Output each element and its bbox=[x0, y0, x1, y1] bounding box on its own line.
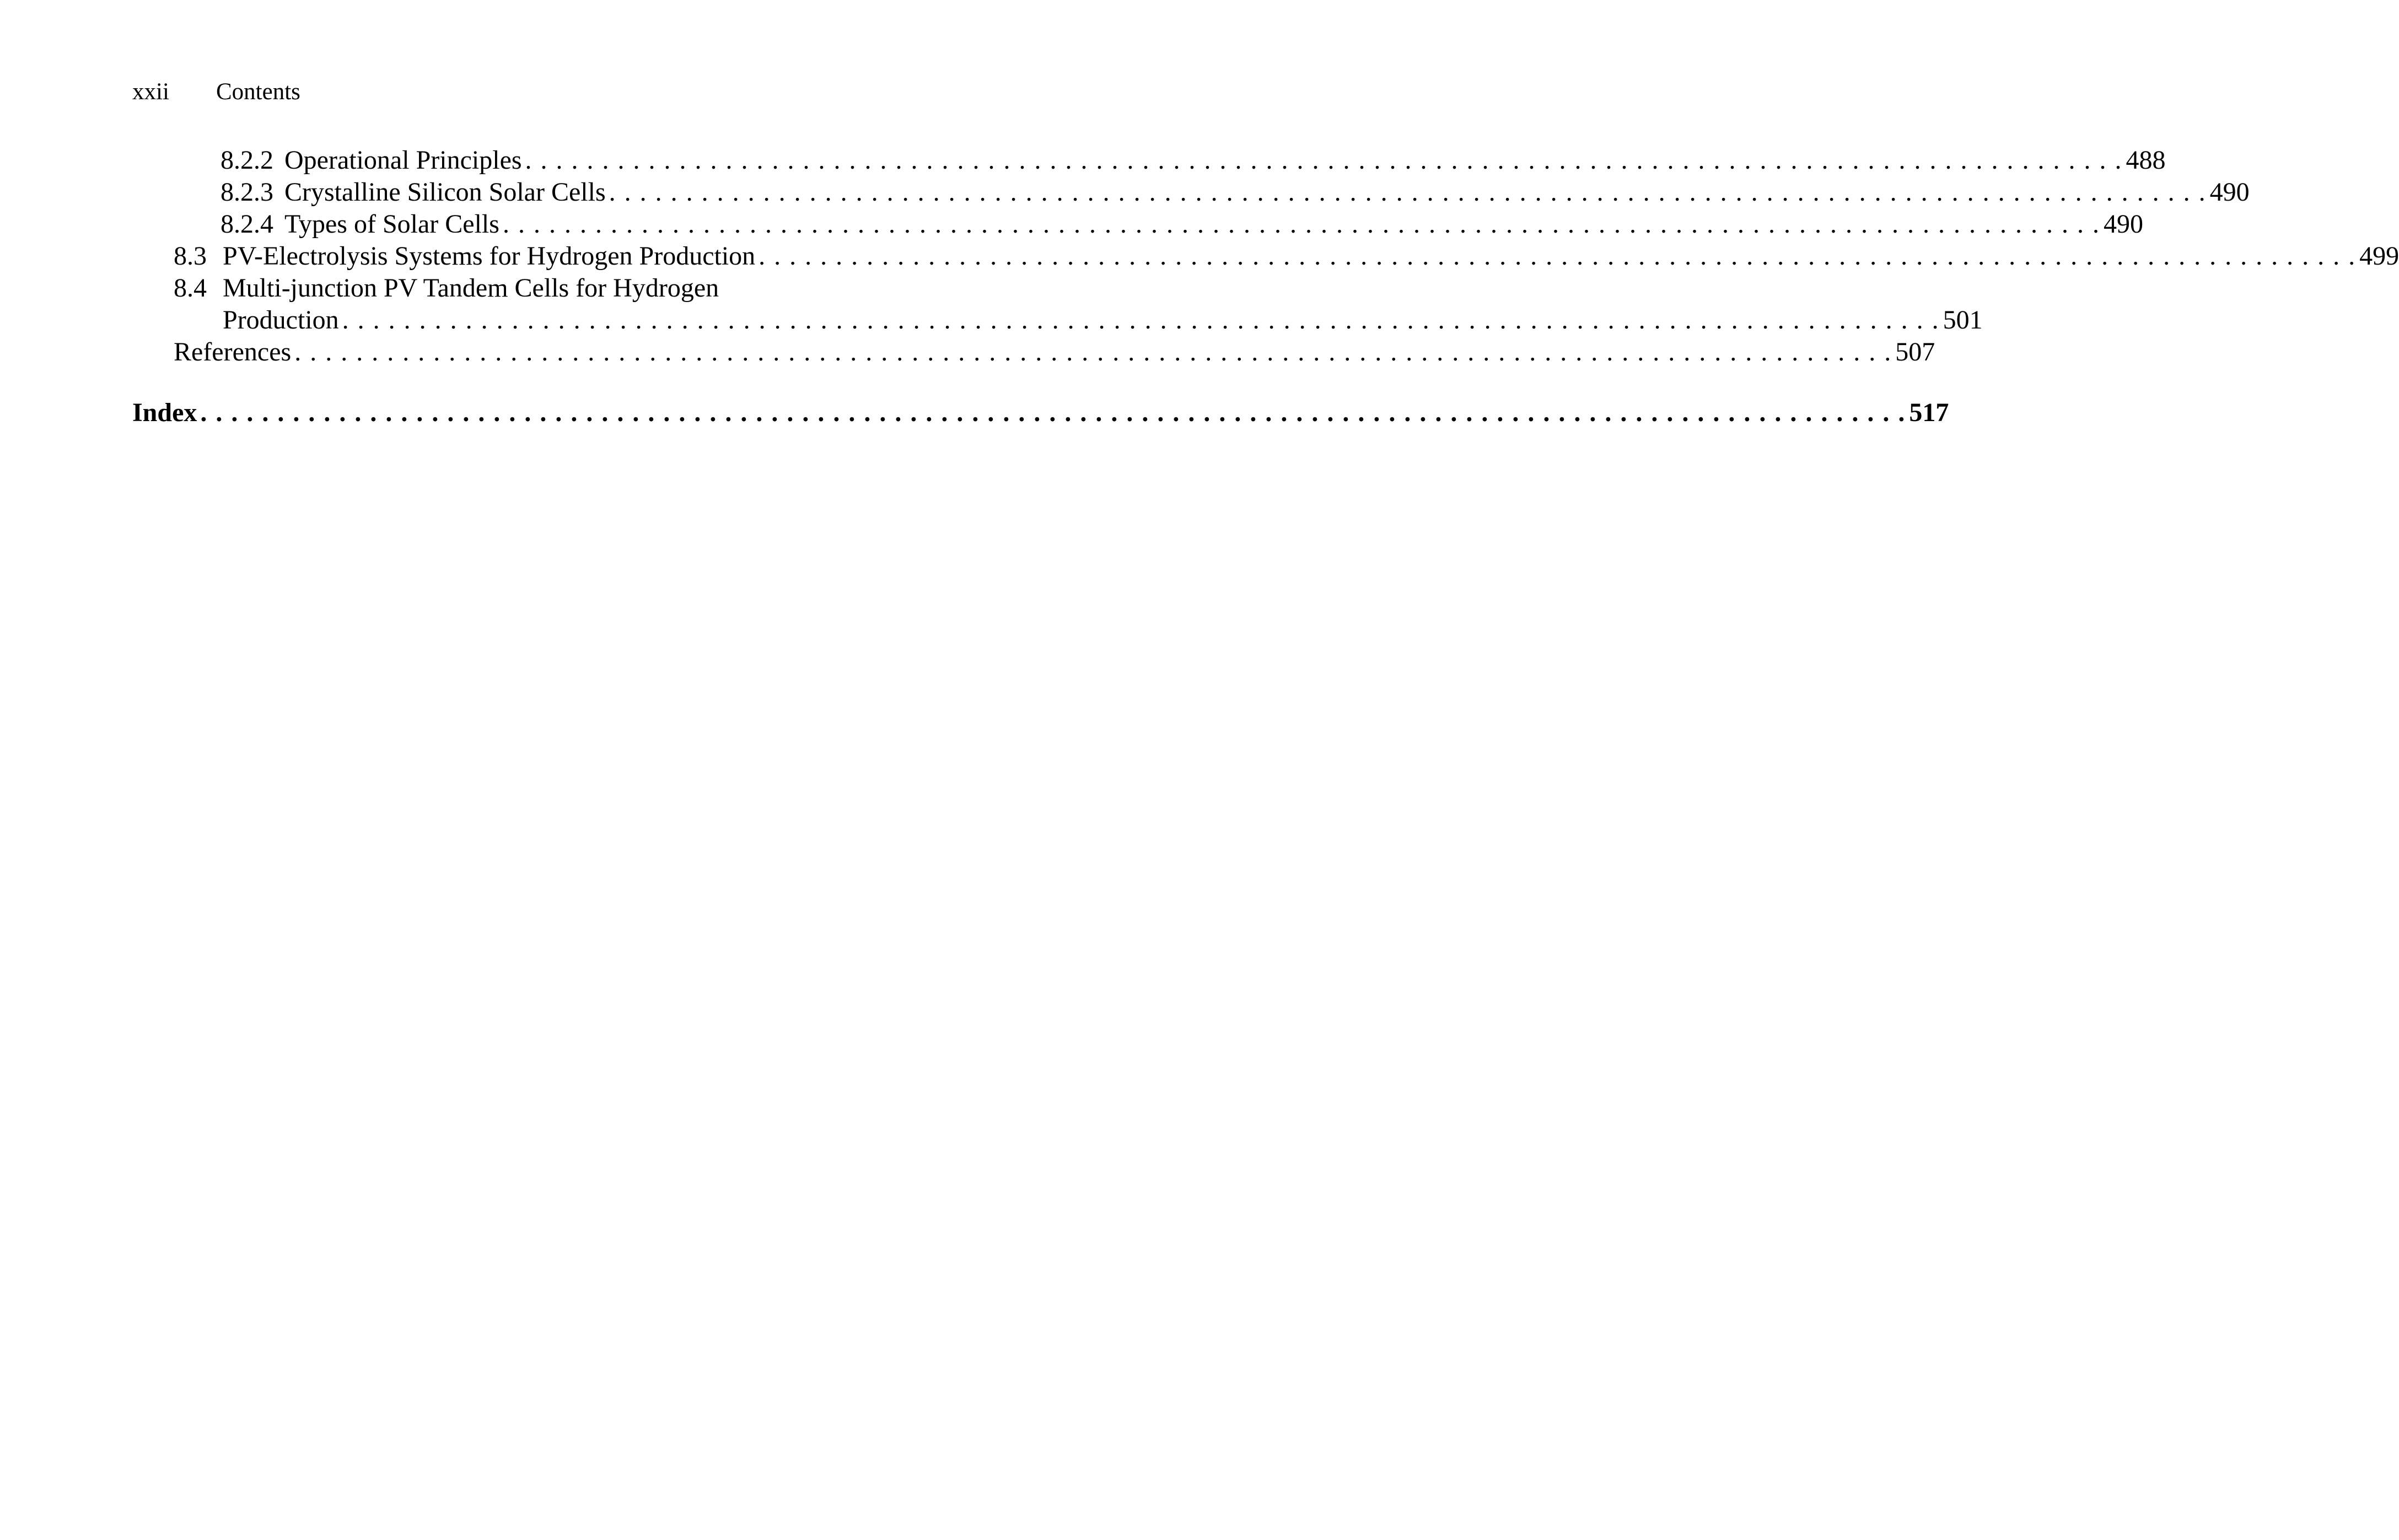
toc-entry-title: Operational Principles bbox=[284, 144, 525, 176]
toc-entry-title: Production bbox=[223, 304, 342, 336]
toc-entry-title: References bbox=[174, 336, 294, 368]
running-title: Contents bbox=[216, 79, 300, 105]
leader-dots: . . . . . . . . . . . . . . . . . . . . . . . . . . . . . . . . . . . . . . . . . . . . . . . . . . . . . . . . . . . . . . . . . . . . . . . . . . . . . . . . . . . . . . . . . . . . . . . . . . . . . . . . bbox=[609, 177, 2207, 207]
running-header bbox=[132, 78, 300, 111]
toc-entry[interactable] bbox=[0, 240, 2399, 272]
toc-entry-number: 8.3 bbox=[174, 241, 207, 271]
toc-entry-title: Crystalline Silicon Solar Cells bbox=[284, 176, 609, 208]
toc-entry-number: 8.2.2 bbox=[220, 146, 273, 175]
toc-entry-continuation[interactable] bbox=[0, 304, 1983, 336]
toc-entry-title: PV-Electrolysis Systems for Hydrogen Production bbox=[223, 240, 759, 272]
leader-dots: . . . . . . . . . . . . . . . . . . . . . . . . . . . . . . . . . . . . . . . . . . . . . . . . . . . . . . . . . . . . . . . . . . . . . . . . . . . . . . . . . . . . . . . . . . . . . . . . . . . . . . . . bbox=[759, 241, 2357, 271]
toc-entry-page: 499 bbox=[2356, 240, 2399, 272]
leader-dots: . . . . . . . . . . . . . . . . . . . . . . . . . . . . . . . . . . . . . . . . . . . . . . . . . . . . . . . . . . . . . . . . . . . . . . . . . . . . . . . . . . . . . . . . . . . . . . . . . . . . . . . . bbox=[342, 305, 1940, 335]
toc-entry-title: Types of Solar Cells bbox=[284, 208, 503, 240]
toc-entry-page: 501 bbox=[1940, 304, 1983, 336]
toc-entry-index[interactable] bbox=[0, 397, 1949, 429]
toc-entry[interactable] bbox=[0, 144, 2166, 176]
toc-entry-page: 490 bbox=[2207, 176, 2250, 208]
toc-entry[interactable] bbox=[0, 272, 1020, 304]
toc-entry-number: 8.4 bbox=[174, 273, 207, 303]
toc-entry-title: Index bbox=[132, 397, 200, 429]
leader-dots: . . . . . . . . . . . . . . . . . . . . . . . . . . . . . . . . . . . . . . . . . . . . . . . . . . . . . . . . . . . . . . . . . . . . . . . . . . . . . . . . . . . . . . . . . . . . . . . . . . . . . . . . bbox=[502, 209, 2100, 239]
toc-entry-page: 507 bbox=[1892, 336, 1935, 368]
toc-entry-number: 8.2.3 bbox=[220, 177, 273, 207]
toc-entry[interactable] bbox=[0, 176, 2250, 208]
toc-entry-page: 490 bbox=[2100, 208, 2143, 240]
leader-dots: . . . . . . . . . . . . . . . . . . . . . . . . . . . . . . . . . . . . . . . . . . . . . . . . . . . . . . . . . . . . . . . . . . . . . . . . . . . . . . . . . . . . . . . . . . . . . . . . . . . . . . . . bbox=[525, 146, 2123, 175]
leader-dots: . . . . . . . . . . . . . . . . . . . . . . . . . . . . . . . . . . . . . . . . . . . . . . . . . . . . . . . . . . . . . . . . . . . . . . . . . . . . . . . . . . . . . . . . . . . . . . . . . . . . . . . . bbox=[294, 337, 1892, 367]
toc-entry[interactable] bbox=[0, 336, 1935, 368]
leader-dots: . . . . . . . . . . . . . . . . . . . . . . . . . . . . . . . . . . . . . . . . . . . . . . . . . . . . . . . . . . . . . . . . . . . . . . . . . . . . . . . . . . . . . . . . . . . . . . . . . . . . . . . . . . . . . . . bbox=[200, 398, 1906, 427]
page-number: xxii bbox=[132, 79, 169, 105]
toc-entry-number: 8.2.4 bbox=[220, 209, 273, 239]
toc-entry-title: Multi-junction PV Tandem Cells for Hydrogen bbox=[223, 273, 719, 303]
toc-entry-page: 488 bbox=[2123, 144, 2166, 176]
toc-entry-page: 517 bbox=[1906, 397, 1949, 429]
toc-entry[interactable] bbox=[0, 208, 2143, 240]
